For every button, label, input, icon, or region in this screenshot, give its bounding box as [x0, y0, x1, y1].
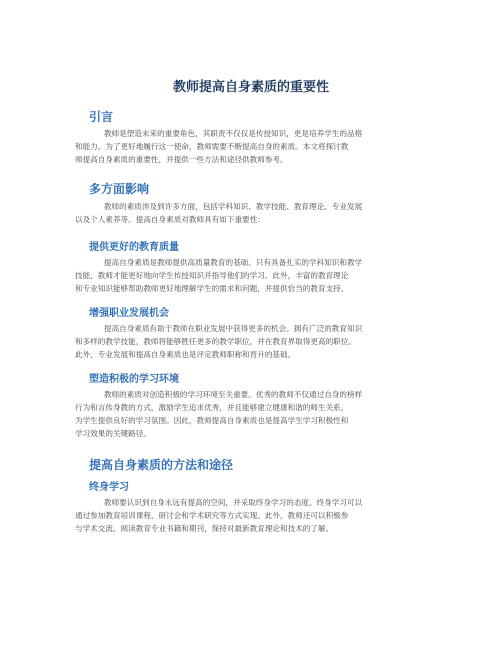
paragraph-line: 与学术交流、阅读教育专业书籍和期刊，保持对最新教育理论和技术的了解。 [75, 524, 334, 533]
heading-intro: 引言 [89, 110, 114, 124]
paragraph-line: 教师是塑造未来的重要角色，其职责不仅仅是传授知识，更是培养学生的品格 [104, 129, 363, 138]
paragraph-line: 技能，教师才能更好地向学生传授知识并指导他们的学习。此外，丰富的教育理论 [75, 271, 349, 280]
paragraph-line: 此外，专业发展和提高自身素质也是评定教师职称和晋升的基础。 [75, 350, 296, 359]
heading-career: 增强职业发展机会 [89, 308, 169, 319]
paragraph-line: 和能力。为了更好地履行这一使命，教师需要不断提高自身的素质。本文将探讨教 [75, 142, 349, 151]
paragraph-line: 教师的素质涉及到许多方面，包括学科知识、教学技能、教育理论、专业发展 [104, 202, 363, 211]
paragraph-line: 和多样的教学技能，教师将能够胜任更多的教学职位，并在教育界取得更高的职位。 [75, 337, 356, 346]
document-title: 教师提高自身素质的重要性 [172, 80, 329, 95]
paragraph-line: 以及个人素养等。提高自身素质对教师具有如下重要性： [75, 215, 265, 224]
paragraph-line: 通过参加教育培训课程、研讨会和学术研究等方式实现。此外，教师还可以积极参 [75, 511, 349, 520]
paragraph-line: 提高自身素质有助于教师在职业发展中获得更多的机会。拥有广泛的教育知识 [104, 324, 363, 333]
paragraph-career [75, 322, 425, 361]
paragraph-quality [75, 256, 425, 295]
paragraph-environment [75, 388, 425, 440]
paragraph-lifelong [75, 496, 425, 535]
paragraph-line: 为学生提供良好的学习氛围。因此，教师提高自身素质也是提高学生学习积极性和 [75, 416, 349, 425]
paragraph-line: 行为和言传身教的方式，激励学生追求优秀，并且能够建立健康和谐的师生关系， [75, 403, 349, 412]
heading-methods: 提高自身素质的方法和途径 [89, 458, 234, 472]
heading-environment: 塑造积极的学习环境 [89, 374, 179, 385]
paragraph-line: 和专业知识能够帮助教师更好地理解学生的需求和问题，并提供恰当的教育支持。 [75, 284, 349, 293]
heading-impact: 多方面影响 [89, 182, 150, 196]
heading-lifelong: 终身学习 [89, 482, 129, 493]
heading-quality: 提供更好的教育质量 [89, 242, 179, 253]
paragraph-line: 教师的素质对创造积极的学习环境至关重要。优秀的教师不仅通过自身的榜样 [104, 390, 363, 399]
paragraph-impact [75, 200, 425, 226]
paragraph-line: 师提高自身素质的重要性，并提供一些方法和途径供教师参考。 [75, 155, 288, 164]
paragraph-line: 学习效果的关键路径。 [75, 429, 151, 438]
paragraph-line: 提高自身素质是教师提供高质量教育的基础。只有具备扎实的学科知识和教学 [104, 258, 363, 267]
paragraph-line: 教师要认识到自身永远有提高的空间，并采取终身学习的态度。终身学习可以 [104, 498, 363, 507]
paragraph-intro [75, 127, 425, 166]
